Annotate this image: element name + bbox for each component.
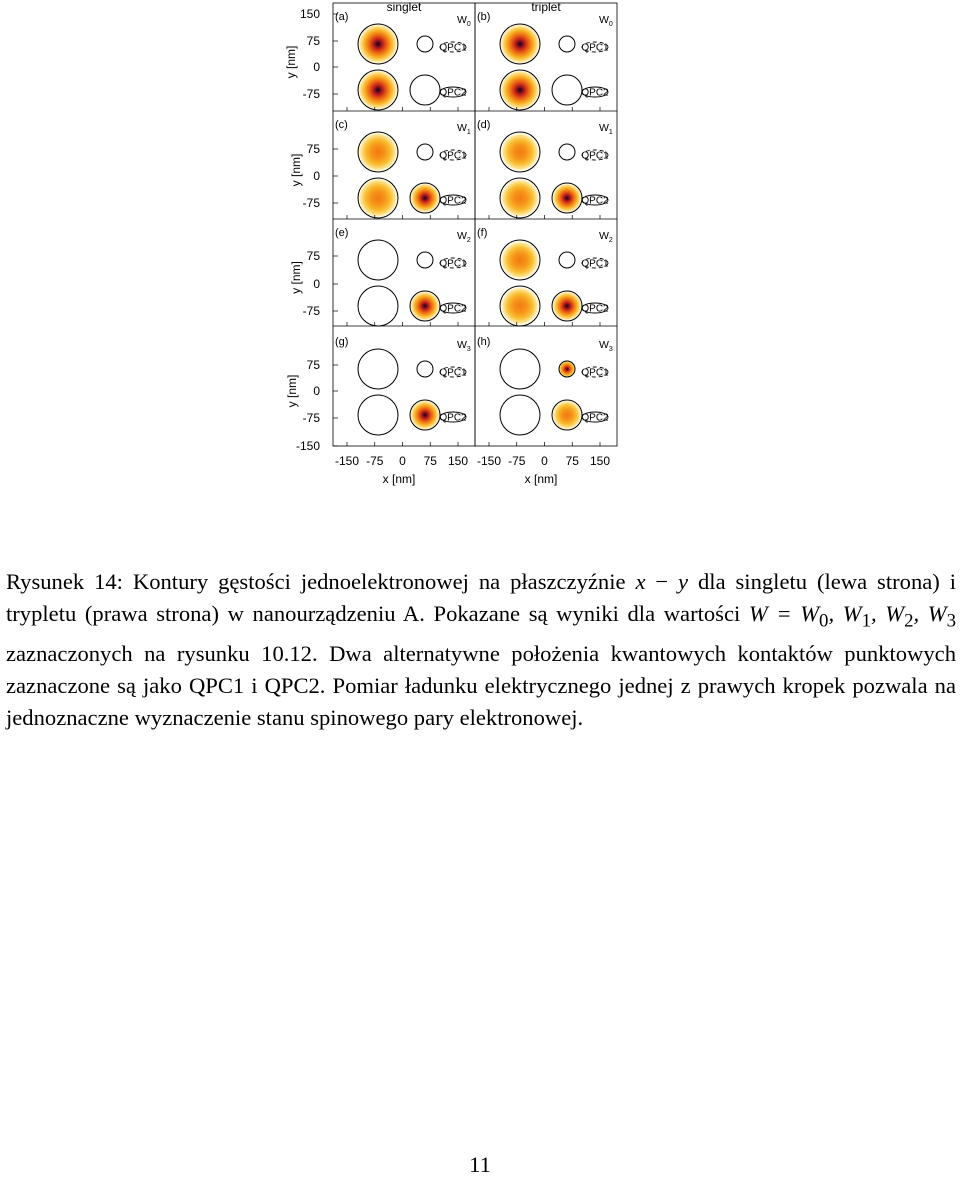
panel-label: (e) — [335, 227, 349, 239]
panel-f — [477, 227, 613, 326]
y-tick-label: 0 — [313, 169, 320, 183]
y-tick-label: 75 — [306, 249, 320, 263]
w-label-subscript: 3 — [608, 346, 613, 353]
dot-outline — [358, 349, 398, 389]
qpc1-label: QPC1 — [439, 42, 467, 54]
density-blob — [501, 179, 539, 217]
dot-outline — [417, 144, 433, 160]
y-tick-label: 0 — [313, 384, 320, 398]
column-title: triplet — [531, 0, 561, 14]
density-blob — [501, 25, 540, 64]
w-label: $W_0$ — [599, 14, 613, 28]
dot-outline — [500, 395, 540, 435]
density-blob — [411, 292, 440, 321]
qpc1-label: QPC1 — [581, 150, 609, 162]
qpc1-label: QPC1 — [439, 367, 467, 379]
caption-math-w3: , W — [913, 601, 947, 626]
y-tick-label: 0 — [313, 60, 320, 74]
x-tick-label: -150 — [476, 454, 502, 468]
y-tick-label: -75 — [302, 304, 320, 318]
y-tick-label: 75 — [306, 34, 320, 48]
caption-math-w1: , W — [828, 601, 862, 626]
w-label-subscript: 0 — [466, 21, 471, 28]
x-tick-label: 0 — [541, 454, 548, 468]
x-tick-label: 0 — [399, 454, 406, 468]
panel-label: (a) — [335, 11, 349, 23]
caption-math-sub3: 3 — [946, 610, 957, 632]
qpc1-label: QPC1 — [581, 367, 609, 379]
panel-b — [477, 11, 613, 111]
qpc1-label: QPC1 — [581, 42, 609, 54]
qpc1-label: QPC1 — [439, 150, 467, 162]
density-blob — [501, 133, 539, 171]
qpc1-label: QPC1 — [581, 258, 609, 270]
x-axis-label: x [nm] — [524, 472, 558, 486]
x-tick-label: -75 — [366, 454, 384, 468]
caption-math-x: x — [635, 569, 646, 594]
caption-math-sub0: 0 — [819, 610, 829, 632]
density-blob — [359, 179, 398, 218]
panel-label: (f) — [477, 227, 488, 239]
w-label: $W_0$ — [457, 14, 471, 28]
w-label-subscript: 1 — [466, 129, 471, 136]
y-axis-label: y [nm] — [284, 45, 298, 79]
y-tick-label: 150 — [299, 7, 320, 21]
column-frame — [475, 3, 617, 446]
panel-d — [477, 119, 613, 219]
dot-outline — [552, 75, 582, 105]
w-label: $W_1$ — [599, 122, 613, 136]
qpc2-label: QPC2 — [439, 303, 467, 315]
panel-label: (b) — [477, 11, 491, 23]
dot-outline — [417, 361, 433, 377]
y-axis-row-0 — [284, 7, 338, 101]
page-number: 11 — [469, 1152, 491, 1177]
qpc2-label: QPC2 — [581, 303, 609, 315]
density-blob — [411, 401, 440, 430]
dot-outline — [358, 395, 398, 435]
panel-label: (g) — [335, 336, 349, 348]
figure-content — [284, 0, 617, 486]
density-blob — [501, 71, 540, 110]
y-axis-row-1 — [289, 142, 338, 210]
dot-outline — [559, 144, 575, 160]
x-tick-label: 150 — [447, 454, 469, 468]
density-blob — [411, 184, 440, 213]
y-tick-label: 0 — [313, 277, 320, 291]
y-axis-label: y [nm] — [285, 374, 299, 408]
w-label: $W_3$ — [599, 339, 613, 353]
dot-outline — [417, 36, 433, 52]
panel-a — [335, 11, 471, 111]
w-label-subscript: 0 — [608, 21, 613, 28]
caption-math-y: y — [678, 569, 689, 594]
dot-outline — [358, 240, 398, 280]
y-axis-row-2 — [289, 249, 338, 318]
w-label: $W_1$ — [457, 122, 471, 136]
qpc2-label: QPC2 — [439, 195, 467, 207]
qpc2-label: QPC2 — [581, 87, 609, 99]
density-blob — [359, 25, 398, 64]
dot-outline — [417, 252, 433, 268]
figure-caption — [6, 566, 956, 734]
w-label-subscript: 2 — [608, 237, 613, 244]
caption-math-minus: − — [645, 569, 679, 594]
caption-math-w2: , W — [870, 601, 905, 626]
panel-label: (d) — [477, 119, 491, 131]
y-axis-label: y [nm] — [289, 153, 303, 187]
dot-outline — [559, 36, 575, 52]
x-tick-label: 75 — [423, 454, 437, 468]
qpc2-label: QPC2 — [439, 87, 467, 99]
w-label-subscript: 3 — [466, 346, 471, 353]
panel-label: (c) — [335, 119, 348, 131]
qpc2-label: QPC2 — [581, 195, 609, 207]
dot-outline — [500, 349, 540, 389]
w-label: $W_2$ — [599, 230, 613, 244]
qpc1-label: QPC1 — [439, 258, 467, 270]
w-label-subscript: 2 — [466, 237, 471, 244]
column-frame — [333, 3, 475, 446]
y-tick-label: -150 — [295, 439, 320, 453]
caption-math-w: W = W — [748, 601, 820, 626]
panel-g — [335, 336, 471, 446]
caption-math-sub1: 1 — [861, 610, 871, 632]
density-blob — [501, 241, 539, 279]
panel-c — [335, 119, 471, 219]
y-axis-label: y [nm] — [289, 261, 303, 294]
w-label: $W_2$ — [457, 230, 471, 244]
density-contour-figure — [0, 0, 960, 500]
dot-outline — [410, 75, 440, 105]
w-label: $W_3$ — [457, 339, 471, 353]
caption-text-part3: zaznaczonych na rysunku 10.12. Dwa alternatywne położenia kwantowych kontaktów punktowych zaznaczone są jako QPC1 i QPC2. Pomiar ładunku elektrycznego jednej z prawych kropek pozwala na jednoznaczne wyznaczenie stanu spinowego pary elektronowej. — [6, 640, 956, 730]
x-axis-col-1 — [477, 454, 610, 486]
figure-frames — [333, 3, 617, 446]
density-blob — [553, 184, 582, 213]
panel-e — [335, 227, 471, 326]
density-blob — [553, 292, 582, 321]
qpc2-label: QPC2 — [581, 412, 609, 424]
y-tick-label: -75 — [302, 196, 320, 210]
density-blob — [553, 401, 582, 430]
y-tick-label: -75 — [302, 411, 320, 425]
panel-label: (h) — [477, 336, 491, 348]
qpc2-label: QPC2 — [439, 412, 467, 424]
w-label-subscript: 1 — [608, 129, 613, 136]
y-tick-label: 75 — [306, 142, 320, 156]
y-axis-row-3 — [285, 358, 338, 453]
density-blob — [359, 133, 398, 172]
caption-math-sub2: 2 — [904, 610, 914, 632]
caption-text-part1: Kontury gęstości jednoelektronowej na płaszczyźnie — [132, 569, 636, 594]
x-axis-col-0 — [335, 454, 468, 486]
caption-text-part2: dla singletu (lewa strona) i trypletu (prawa strona) w nanourządzeniu A. Pokazane są wyniki dla wartości — [6, 569, 956, 626]
panel-h — [477, 336, 613, 446]
x-tick-label: -150 — [334, 454, 360, 468]
x-tick-label: 150 — [589, 454, 611, 468]
caption-label: Rysunek 14: — [6, 569, 123, 594]
density-blob — [359, 71, 398, 110]
x-axis-label: x [nm] — [382, 472, 416, 486]
dot-outline — [559, 252, 575, 268]
y-tick-label: 75 — [306, 358, 320, 372]
x-tick-label: 75 — [565, 454, 579, 468]
x-tick-label: -75 — [508, 454, 526, 468]
dot-outline — [358, 286, 398, 326]
density-blob — [501, 287, 539, 325]
y-tick-label: -75 — [302, 87, 320, 101]
column-title: singlet — [386, 0, 422, 14]
